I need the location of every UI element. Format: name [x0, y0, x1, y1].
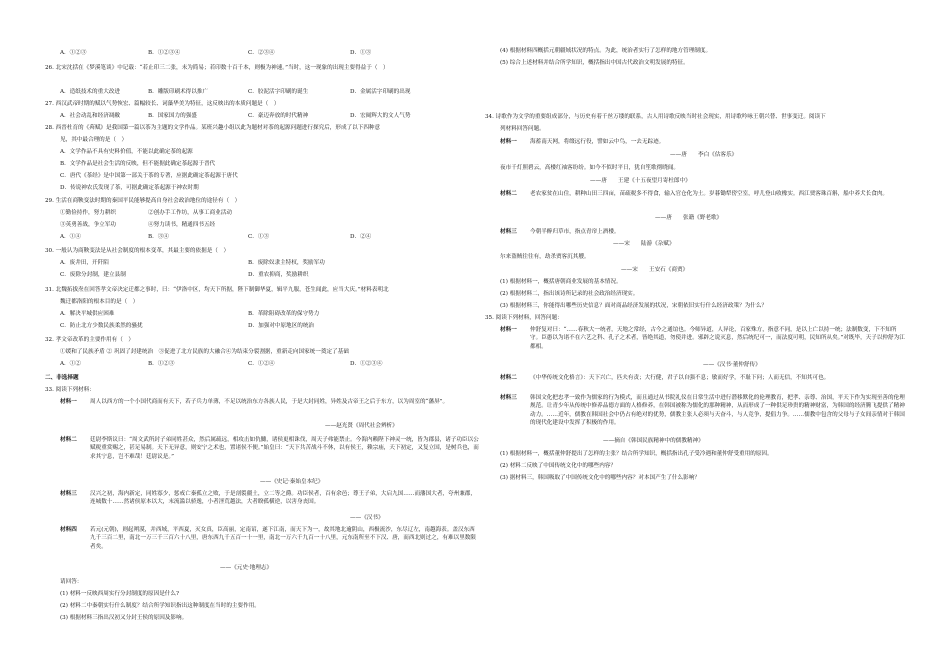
q26-option-d: D．金属活字印刷的出现 [350, 89, 411, 95]
q27-option-d: D．宏阔辉大的文人气势 [350, 113, 411, 119]
culture-material-3-text: 韩国文化把忠孝一致作为儒家的行为模式，而且通过从书院礼仪在日常生活中进行潜移默化的伦理教育，把孝、亲尊、治国，平天下作为实现至善的伦理规范。让青少年从传统中修养品德方面的人格修养，在韩国被称为儒化的那种精神，从而形成了一种供足珍贵的精神财富，为韩国的经济腾飞提供了精神动力。……近年，儒教在韩国社会中仍占有绝对的优势，儒教主张人必须与天奋斗，与人竞争，提倡力争。……儒教中包含的父母与子女间亲情对于韩国的现代化建设中发挥了积极的作用。 [530, 395, 905, 427]
poem-material-3-text-2: 尔来盗贼往往有，劫杀贾客沉其艘。 [500, 254, 590, 260]
q34-sub-3: (3) 根据材料三，你能得出哪些历史信息？面对商品经济发展的状况，宋朝依旧实行什么经济政策？为什么？ [500, 303, 768, 309]
q29-item-2: ②创办手工作坊，从事工商业活动 [148, 210, 232, 216]
q35-question: 35. 阅读下列材料，回答问题： [485, 315, 563, 321]
right-column [485, 0, 905, 672]
material-1-label: 材料一 [60, 399, 77, 405]
q30-option-b: B．废除奴隶主特权，奖励军功 [248, 260, 325, 266]
q32-question: 32. 孝文帝改革的主要作用有（ ） [45, 337, 134, 343]
poem-material-3-source-2: ——宋 王安石《商贾》 [621, 267, 689, 273]
material-3-text: 汉兴之初，海内新定，同姓寡少，惩戒亡秦孤立之败，于是剖裂疆土，立二等之爵。功臣侯者，百有余邑；尊王子弟，大启九国……而藩国大者，夸州兼郡，连城数十……然诸侯原本以大，末流滥以骄逸，小者淫荒越法，大者睽孤横逆，以害身丧国。 [90, 491, 476, 506]
q25-option-a: A．①②③ [60, 50, 87, 56]
q25-option-d: D．①③ [350, 50, 372, 56]
sub-question-3: (3) 根据材料三指出汉初又分封王侯的原因及影响。 [60, 615, 188, 621]
q32-option-b: B．①②③ [148, 361, 175, 367]
q31-option-a: A．解决平城供应困难 [60, 311, 115, 317]
sub-question-4: (4) 根据材料四概括元朝疆域状况的特点。为此，统治者实行了怎样的地方管理制度。 [500, 48, 712, 54]
culture-material-1-label: 材料一 [500, 327, 517, 333]
q35-sub-3: (3) 据材料三，韩国吸取了中国传统文化中的哪些内容？对本国产生了什么影响？ [500, 475, 700, 481]
q34-question-cont: 列材料回答问题。 [500, 126, 545, 132]
answer-prompt: 请回答： [60, 579, 83, 585]
q31-question: 31. 北魏拓拔焘在回答孝文帝决定迁都之事时，曰：“伊洛中区，均天下所据，陛下制御华夏，辑平九服，苍生闻此，应当大庆。”材料表明北 [45, 287, 389, 293]
q29-item-1: ①勤俭持作，努力耕织 [60, 210, 116, 216]
culture-material-3-source: ——摘自《韩国民族精神中的儒教精神》 [603, 438, 704, 444]
q27-option-a: A．社会动乱和经济凋敝 [60, 113, 120, 119]
material-2-label: 材料二 [60, 437, 77, 443]
q25-option-b: B．①②③④ [148, 50, 181, 56]
q29-option-a: A．①④ [60, 234, 81, 240]
sub-question-2: (2) 材料二中秦朝实行什么制度？结合所学知识指出这种制度在当时的主要作用。 [60, 603, 260, 609]
q35-sub-2: (2) 材料二反映了中国传统文化中的哪些内容？ [500, 463, 616, 469]
culture-material-2-text: 《中华传统文化格言》：天下兴亡，匹夫有责；大行健，君子以自强不息；敏而好学，不耻下问；人而无信，不知其可也。 [530, 375, 830, 381]
poem-material-2-text: 老农家贫在山住，耕种山田三四亩，苗疏税多不得食，输入官仓化为土。岁暮锄犁傍空室，呼儿登山收橡实。西江贾客珠百斛，船中养犬长食肉。 [530, 191, 889, 197]
material-2-text: 廷尉李斯议曰：“周文武所封子弟同姓甚众，然后属疏远，相攻击如仇雠，诸侯更相诛伐，周天子弗能禁止。今海内赖陛下神灵一统，皆为郡县，诸子功臣以公赋税重赏赐之，甚足易制。天下无异意，则安宁之术也，置诸侯不便。”始皇曰：“天下共苦战斗不休，以有侯王，赖宗庙，天下初定，又复立国，是树兵也，而求其宁息，岂不难哉！廷尉议是。” [90, 437, 479, 460]
q31-option-c: C．防止北方少数民族柔然的骚扰 [60, 323, 143, 329]
q27-option-c: C．豪迈奔放的时代精神 [248, 113, 309, 119]
q30-question: 30. 一般认为商鞅变法是从社会制度的根本变革，其最主要的依据是（ ） [45, 248, 230, 254]
poem-material-1-text-2: 夜市千灯照碧云，高楼红袖客纷纷。如今不似时平日，犹自笙歌彻晓闻。 [500, 165, 680, 171]
q27-option-b: B．国家国力的强盛 [148, 113, 197, 119]
sub-question-5: (5) 综合上述材料并结合所学知识，概括指出中国古代政治文明发展的特征。 [500, 60, 689, 66]
section-heading: 二、非选择题 [45, 375, 79, 381]
q28-option-b: B．文学作品是社会生活的反映，但不能据此确定茶起源于晋代 [60, 161, 216, 167]
q28-question: 28. 西晋杜育的《荈赋》是我国第一篇以茶为主题的文学作品。某班兴趣小组以此为题材对茶的起源问题进行探究后，形成了以下四种意 [45, 125, 381, 131]
q29-question: 29. 生活在商鞅变法时期的秦国平民能够提高自身社会政治地位的途径有（ ） [45, 198, 241, 204]
material-3-label: 材料三 [60, 491, 77, 497]
material-4-label: 材料四 [60, 527, 77, 533]
q31-question-cont: 魏迁都洛阳的根本目的是（ ） [60, 299, 139, 305]
left-column [45, 0, 480, 672]
poem-material-3-label: 材料三 [500, 229, 517, 235]
q32-option-c: C．①②④ [248, 361, 275, 367]
material-1-text: 周人以西方的一个小国代商而有天下，若子兵力单薄，不足以统治东方各族人民，于是大封同姓，异姓及古帝王之后于东方，以为周室的“藩屏”。 [90, 399, 449, 405]
poem-material-2-label: 材料二 [500, 191, 517, 197]
q28-option-a: A．文学作品不具有史料价值，不能以此确定茶的起源 [60, 149, 193, 155]
q32-option-d: D．①②③④ [350, 361, 383, 367]
material-4-source: ——《元史·地理志》 [220, 565, 273, 571]
q28-question-cont: 见，其中最合理的是（ ） [60, 137, 128, 143]
q30-option-c: C．废除分封制，建立县制 [60, 272, 126, 278]
q29-option-b: B．③④ [148, 234, 169, 240]
material-3-source: ——《汉书》 [350, 515, 384, 521]
poem-material-1-text: 海蓄南天网，将缀远行役，譬如云中鸟，一去无踪迹。 [530, 139, 665, 145]
material-1-source: ——赵光贤《周代社会辨析》 [325, 423, 398, 429]
q34-question: 34. 诗歌作为文学的重要组成部分，与历史有着千丝万缕的联系，古人用诗歌反映当时社会现实，用诗歌吟咏王朝兴替、世事变迁。阅读下 [485, 114, 826, 120]
q26-option-b: B．雕版印刷术得以推广 [148, 89, 209, 95]
q28-option-c: C．唐代《茶经》是中国第一部关于茶的专著，应据此确定茶起源于唐代 [60, 173, 238, 179]
q26-option-c: C．胶泥活字印刷的诞生 [248, 89, 309, 95]
q32-items: ①缓和了民族矛盾 ② 巩固了封建统治 ③促进了北方民族的大融合④为结束分裂割据，重新走向国家统一奠定了基础 [60, 349, 349, 355]
poem-material-1-label: 材料一 [500, 139, 517, 145]
culture-material-1-source: ——《汉书·董仲舒传》 [703, 362, 761, 368]
q34-sub-2: (2) 根据材料二，指出该诗所记录的社会政治经济现实。 [500, 291, 639, 297]
q28-option-d: D．传说神农氏发现了茶，可据此确定茶起源于神农时期 [60, 185, 199, 191]
culture-material-3-label: 材料三 [500, 395, 517, 401]
poem-material-1-source: ——唐 李白《估客乐》 [670, 152, 738, 158]
q35-sub-1: (1) 根据材料一，概括董仲舒提出了怎样的主张？结合所学知识，概括指出孔子受冷遇和董仲舒受重用的原因。 [500, 451, 773, 457]
q25-option-c: C．②③④ [248, 50, 275, 56]
poem-material-3-text: 今朝半醉归草市，指点青帘上酒楼。 [530, 229, 620, 235]
q32-option-a: A．①② [60, 361, 81, 367]
material-4-text: 若元(元朝)，则起朔漠，并西域，平西夏，灭女真，臣高丽，定南诏，遂下江南，而天下为一，故其地北逾阴山，西极流沙，东尽辽左，南越海表。盖汉东西九千三百二里，南北一万三千三百六十八里，唐东西九千五百一十一里，南北一万六千九百一十八里，元东南所至不下汉、唐，而西北则过之，有难以里数限者矣。 [90, 527, 476, 550]
q33-question: 33. 阅读下列材料： [45, 387, 95, 393]
q29-item-4: ④努力读书，精通四书五经 [148, 222, 216, 228]
q30-option-a: A．废井田，开阡陌 [60, 260, 109, 266]
q30-option-d: D．重农抑商，奖励耕织 [248, 272, 309, 278]
material-2-source: ——《史记·秦始皇本纪》 [260, 479, 324, 485]
q31-option-d: D．加强对中原地区的统治 [248, 323, 315, 329]
q29-item-3: ③英勇善战，争立军功 [60, 222, 116, 228]
q29-option-c: C．①③ [248, 234, 270, 240]
q26-option-a: A．造纸技术的重大改进 [60, 89, 120, 95]
poem-material-2-source: ——唐 张籍《野老歌》 [655, 215, 723, 221]
culture-material-2-label: 材料二 [500, 375, 517, 381]
poem-material-3-source: ——宋 陆游《杂赋》 [613, 241, 675, 247]
q31-option-b: B．革除阻碍改革的保守势力 [248, 311, 320, 317]
culture-material-1-text: 仲舒复对曰：“……春秋大一统者，天地之常经，古今之通谊也。今师异道，人异论，百家殊方，指意不同，是以上亡以持一统；法制数变，下不知所守。臣愚以为诸不在六艺之科、孔子之术者，皆绝其道，勿使并进。邪辟之说灭息，然后统纪可一，而法度可明，民知所从矣。”对既毕，天子以仲舒为江都相。 [530, 327, 905, 350]
q29-option-d: D．②④ [350, 234, 372, 240]
poem-material-1-source-2: ——唐 王建《十五夜望月寄杜郎中》 [590, 178, 691, 184]
q34-sub-1: (1) 根据材料一，概括唐朝商业发展的基本情况。 [500, 279, 622, 285]
q27-question: 27. 西汉武帝时期的赋以气势恢宏、篇幅较长、词藻华美为特征，这反映出的本质问题是（ ） [45, 101, 280, 107]
sub-question-1: (1) 材料一反映西周实行分封制度的原因是什么? [60, 591, 179, 597]
q26-question: 26. 北宋沈括在《梦溪笔谈》中记载：“若止印三二张，未为简易；若印数十百千本，则极为神速。”当时，这一现象的出现主要得益于（ ） [45, 65, 389, 71]
